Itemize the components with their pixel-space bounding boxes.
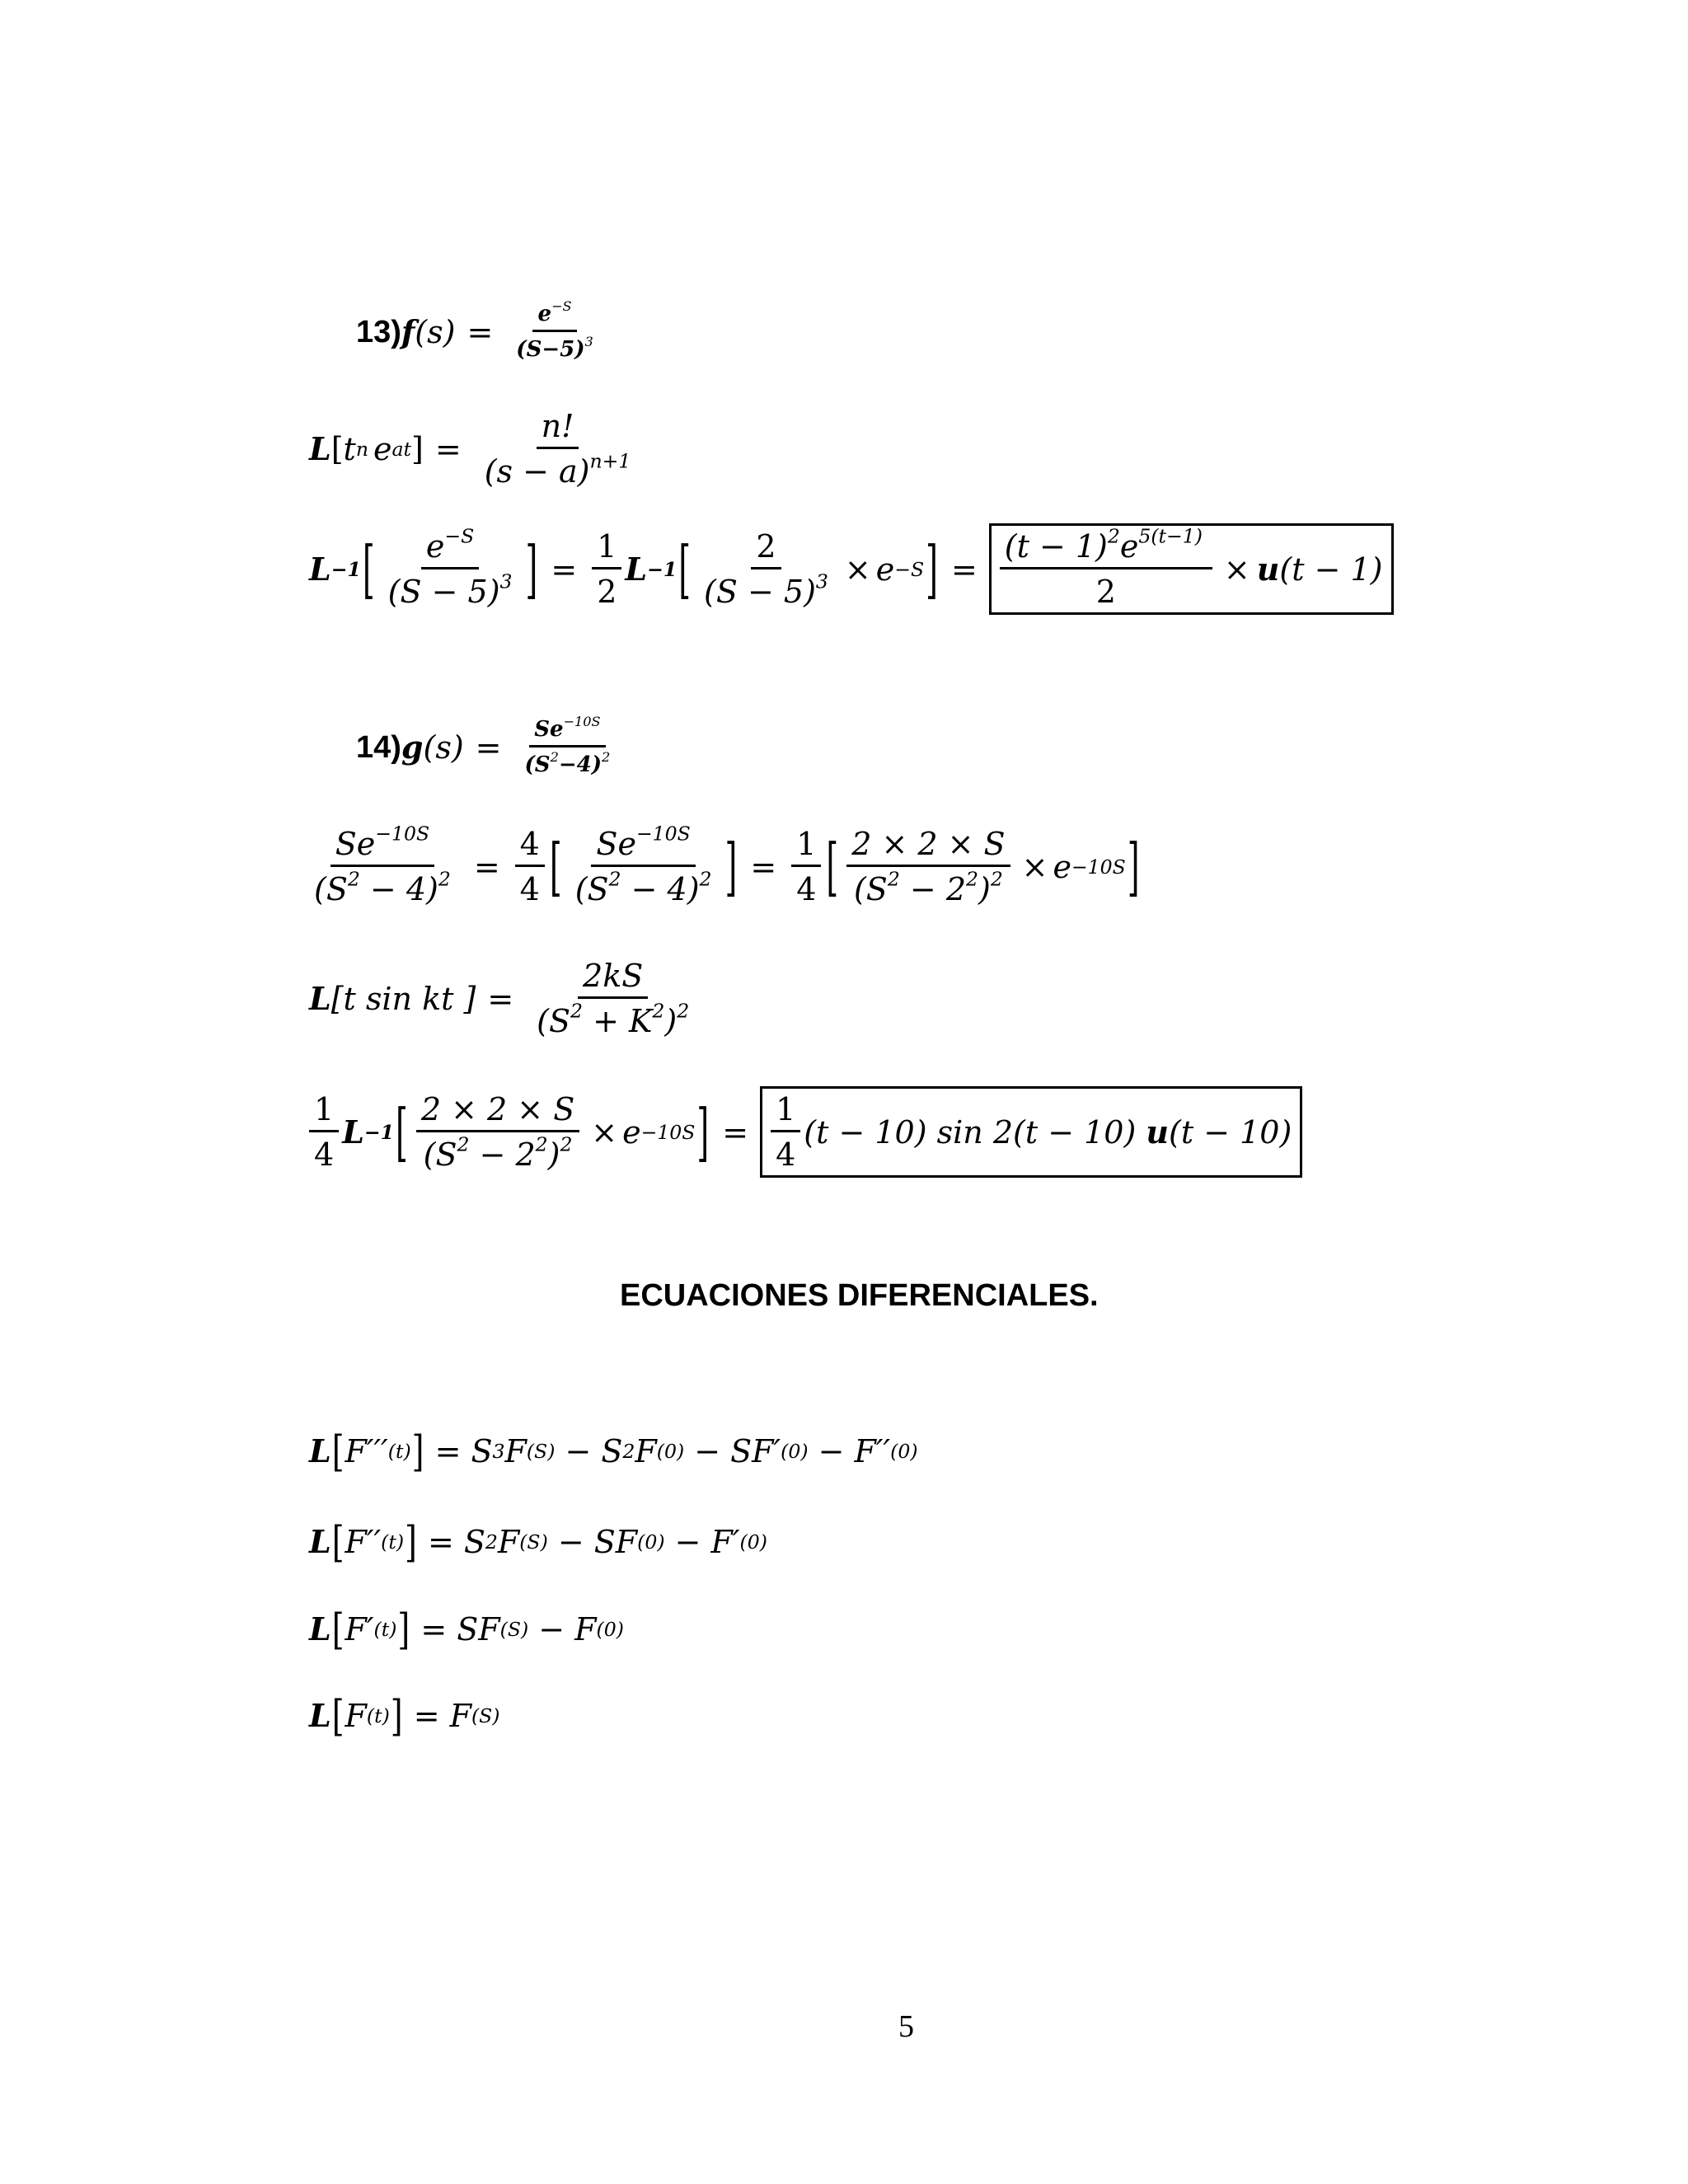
laplace-L: L [309,1432,331,1469]
denominator: (S [537,1003,571,1039]
exponent: 2 [438,867,451,891]
equals-sign: = [950,551,978,588]
exponent: −10S [635,822,691,846]
expand-14-equation: $\frac{Se^{-10S}}{(S^2 - 4)^2}$ = $\frac{4}{4}$ [ $\frac{Se^{-10S}}{(S^2 - 4)^2}$ ] = $\frac{1}{4}$ [ $\frac{2 \times 2 \times S}{(S^2 - 2^2)^2}$ × e −10S ] [309,828,1142,905]
equals-sign: = [467,313,494,350]
rhs-term: − S [555,1433,623,1469]
rhs-term: − F′′ [808,1433,891,1469]
exponent: 2 [887,867,900,891]
exponent: 2 [652,999,665,1023]
numerator: n! [537,410,579,449]
close-bracket: ] [397,1605,410,1654]
open-bracket: [ [331,1691,345,1741]
formula-tn-eat: L [ t n e at ] = $\frac{n!}{(s - a)^{n+1}}$ [309,410,642,487]
e-symbol: e [1119,528,1139,565]
fraction-1 [416,1091,579,1173]
unit-step-u: u [1146,1113,1170,1151]
t-symbol: t [343,430,356,467]
close-bracket: ] [696,1095,710,1169]
exponent: n+1 [589,449,631,473]
numerator: 4 [515,828,545,867]
rhs-term: − SF [547,1524,638,1560]
numerator: 1 [771,1094,800,1132]
open-bracket: [ [826,830,839,903]
e-symbol: e [875,551,895,588]
denominator: (S−5) [516,337,585,362]
formula-t-sin-kt [309,960,701,1037]
rhs-term: = F [413,1698,471,1734]
numerator: 2 × 2 × S [416,1094,579,1132]
e-symbol: e [622,1113,641,1151]
denominator-tail: ) [664,1003,678,1039]
f-arg: (s) [415,313,456,350]
lhs-F: F [345,1698,367,1734]
laplace-L: L [342,1113,364,1151]
diffeq-row-2: L [ F′′ (t) ] = S 2 F (S) − SF (0) − F′ (0) [309,1517,767,1567]
problem-13-heading [356,298,605,362]
half-fraction [592,528,621,610]
numerator: Se [534,717,564,742]
denominator-mid: + K [583,1003,653,1039]
numerator: (t − 1) [1004,528,1108,565]
denominator: 4 [314,1137,335,1173]
rhs-term: = S [427,1524,485,1560]
exponent: 3 [584,333,593,349]
denominator-mid: − 2 [469,1137,536,1173]
unit-step-u: u [1256,550,1280,588]
times-sign: × [1021,848,1048,885]
rhs-term: F [504,1433,527,1469]
laplace-L: L [309,1523,331,1560]
answer-fraction [1000,524,1212,610]
e-base: e [425,528,445,565]
u-arg: (t − 1) [1279,551,1383,588]
problem-14-fraction [520,713,616,777]
equals-sign: = [475,729,502,766]
answer-14-box [760,1086,1302,1178]
close-bracket: ] [405,1517,417,1567]
open-bracket: [ [331,1427,345,1476]
exponent: 2 [347,867,360,891]
numerator: 1 [309,1094,339,1132]
e-symbol: e [1053,848,1071,885]
rhs-term: F [635,1433,657,1469]
numerator: 2 [751,531,781,569]
close-bracket: ] [926,532,938,606]
exponent: 2 [535,1132,548,1156]
equals-sign: = [487,980,514,1017]
equals-sign: = [750,848,777,885]
one-fourth [791,828,821,905]
numerator: 1 [592,531,621,569]
numerator: Se [335,826,376,862]
fraction-2 [699,528,833,610]
denominator: 4 [776,1137,796,1173]
times-sign: × [591,1113,618,1151]
open-bracket: [ [331,1605,345,1654]
e-base: e [537,302,552,326]
fraction-2 [570,822,717,907]
denominator: (S [574,871,609,907]
exponent: 3 [815,569,828,593]
denominator-tail: ) [547,1137,560,1173]
numerator: Se [596,826,636,862]
exponent: −S [444,524,475,548]
section-title: ECUACIONES DIFERENCIALES. [620,1278,1099,1313]
exponent: 2 [570,999,583,1023]
problem-13-fraction [511,298,598,362]
exponent: 2 [699,867,712,891]
fraction-3 [846,828,1010,905]
equals-sign: = [434,430,462,467]
close-bracket: ] [1127,830,1140,903]
exponent: −10S [375,822,430,846]
numerator: 2 × 2 × S [846,828,1010,867]
times-sign: × [844,551,871,588]
times-sign: × [1223,551,1250,588]
numerator: 1 [791,828,821,867]
denominator: 2 [597,574,617,610]
exponent: 5(t−1) [1138,524,1203,548]
exponent: 2 [990,867,1003,891]
problem-14-label: 14) [356,729,401,765]
problem-13-label: 13) [356,314,401,349]
denominator-tail: − 4) [359,871,438,907]
laplace-L: L [309,550,331,588]
denominator: (S [853,871,888,907]
exponent: 3 [499,569,513,593]
denominator: (s − a) [484,453,590,490]
exponent: 2 [602,748,611,765]
exponent: 2 [560,1132,573,1156]
denominator-tail: − 4) [621,871,700,907]
denominator: (S − 5) [387,574,500,610]
denominator: (S [423,1137,457,1173]
lhs-F: F′′ [345,1524,382,1560]
exponent: 2 [1107,524,1120,548]
open-bracket: [ [396,1095,408,1169]
inverse-14-equation: $\frac{1}{4}$ L −1 [ $\frac{2 \times 2 \times S}{(S^2 - 2^2)^2}$ × e −10S ] = $\frac{1}{4}$ (t − 10) sin 2(t − 10) u (t − 10) [309,1086,1302,1178]
rhs-term: − F [528,1611,597,1647]
answer-body: (t − 10) sin 2(t − 10) [804,1113,1146,1151]
exponent: 2 [966,867,978,891]
u-arg: (t − 10) [1169,1113,1292,1151]
e-symbol: e [373,430,392,467]
g-symbol: g [401,728,424,766]
answer-fraction [771,1091,800,1173]
denominator: 4 [519,871,540,907]
fraction-1 [383,524,518,610]
diffeq-row-1: L [ F′′′ (t) ] = S 3 F (S) − S 2 F (0) − SF′ (0) − F′′ (0) [309,1427,918,1476]
exponent: 2 [457,1132,470,1156]
equals-sign: = [473,848,500,885]
exponent: −10S [563,713,601,729]
laplace-L: L [309,979,331,1017]
denominator: 2 [1095,574,1116,610]
laplace-L: L [309,1697,331,1734]
close-bracket: ] [525,532,538,606]
rhs-term: − F′ [664,1524,740,1560]
tsin-fraction [532,960,694,1037]
lhs-F: F′ [345,1611,374,1647]
laplace-L: L [309,429,331,467]
denominator-tail: ) [978,871,991,907]
close-bracket: ] [411,1427,424,1476]
open-bracket: [ [362,532,375,606]
close-bracket: ] [390,1691,403,1741]
open-bracket: [ [331,1517,345,1567]
diffeq-row-4: L [ F (t) ] = F (S) [309,1691,500,1741]
g-arg: (s) [423,729,464,766]
denominator: (S [314,871,348,907]
open-bracket: [ [678,532,692,606]
numerator: 2kS [578,960,648,999]
equals-sign: = [722,1113,749,1151]
laplace-L: L [309,1610,331,1647]
close-bracket: ] [411,430,424,467]
lhs-F: F′′′ [345,1433,388,1469]
rhs-term: = SF [420,1611,500,1647]
tn-fraction [480,408,636,490]
exponent: 2 [608,867,621,891]
laplace-L: L [625,550,648,588]
page-number: 5 [898,2009,914,2044]
one-fourth [309,1091,339,1173]
open-bracket: [ [549,830,562,903]
four-fourths [515,828,545,905]
f-symbol: f [401,312,415,350]
open-bracket: [ [331,430,344,467]
rhs-term: − SF′ [684,1433,781,1469]
denominator-mid: − 2 [899,871,967,907]
lhs: [t sin kt ] [331,980,476,1017]
diffeq-row-3: L [ F′ (t) ] = SF (S) − F (0) [309,1605,624,1654]
exponent: −S [551,298,572,314]
exponent: 2 [677,999,690,1023]
denominator: 4 [796,871,817,907]
rhs-term: F [497,1524,520,1560]
denominator: (S [524,752,551,777]
close-bracket: ] [724,830,738,903]
denominator: (S − 5) [704,574,816,610]
equals-sign: = [551,551,578,588]
problem-14-heading [356,713,621,777]
rhs-term: = S [434,1433,493,1469]
answer-13-box [989,523,1394,615]
fraction-1 [309,822,456,907]
exponent: 2 [550,748,559,765]
inverse-13-equation: L −1 [ $\frac{e^{-S}}{(S - 5)^3}$ ] = $\frac{1}{2}$ L −1 [ $\frac{2}{(S - 5)^3}$ × e −S ] = $\frac{(t - 1)^2e^{5(t-1)}}{2}$ × u (t − 1) [309,523,1394,615]
denominator-tail: −4) [558,752,603,777]
